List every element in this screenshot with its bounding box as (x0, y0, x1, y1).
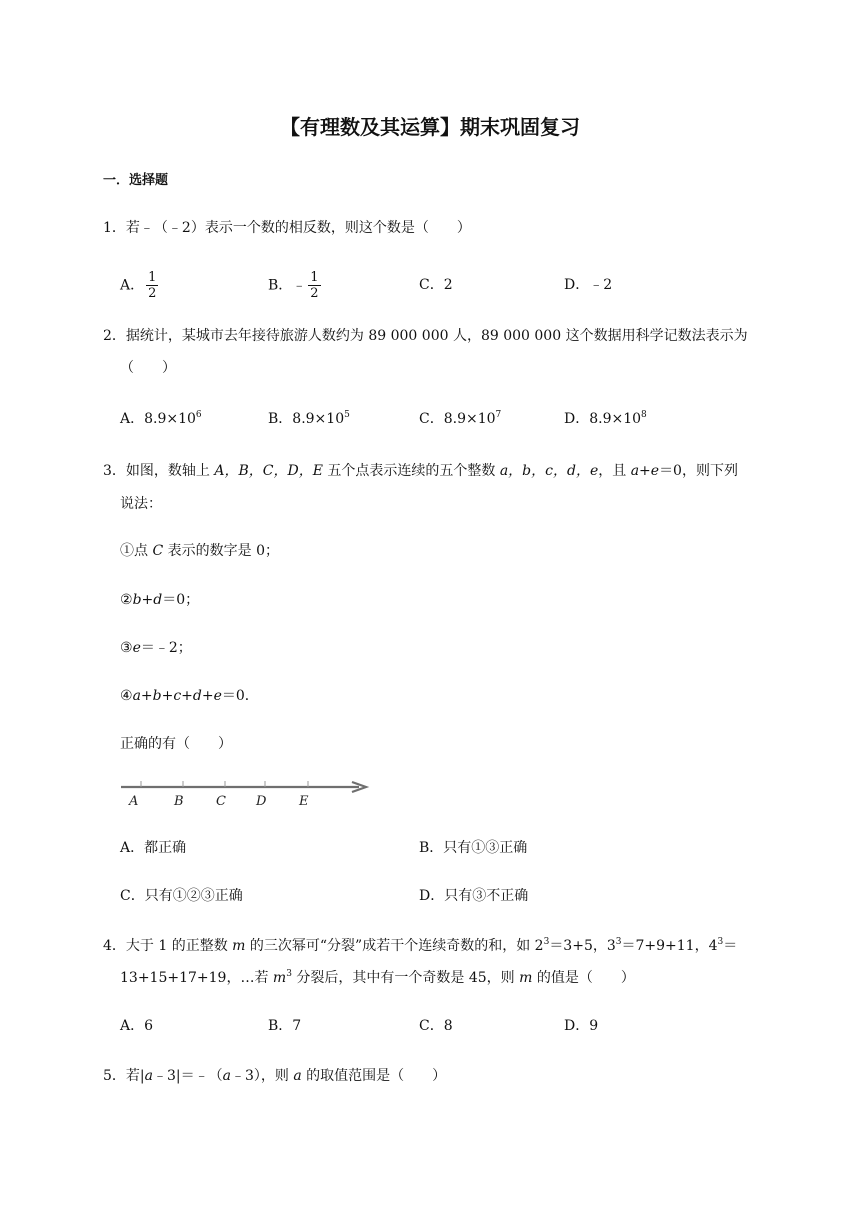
q4-stem-line1: 4．大于 1 的正整数 m 的三次幂可“分裂”成若干个连续奇数的和，如 $2^3=3+5$，$3^3=7+9+11$，$4^3=$ (103, 937, 738, 954)
label-b: B (174, 794, 184, 809)
q3-option-c[interactable]: C．只有①②③正确 (120, 888, 243, 904)
q1-option-b-fraction: $\frac{1}{2}$ (310, 270, 319, 301)
q1-option-a-label: A． (120, 277, 145, 294)
q1-stem: 1．若﹣（﹣2）表示一个数的相反数，则这个数是（ ） (103, 220, 471, 236)
q4-option-a[interactable]: A．6 (120, 1018, 154, 1034)
document-title: 【有理数及其运算】期末巩固复习 (280, 115, 580, 139)
q4-option-c[interactable]: C．8 (419, 1018, 453, 1034)
section-heading-multiple-choice: 一．选择题 (103, 173, 169, 188)
q3-stem-line1: 3．如图，数轴上 A，B，C，D，E 五个点表示连续的五个整数 a，b，c，d，e，且 a+e＝0，则下列 (103, 463, 738, 479)
q2-option-a[interactable]: A．$8.9\times 10^6$ (120, 410, 202, 427)
q1-option-a[interactable] (120, 270, 158, 301)
q1-option-b-label: B．﹣ (268, 277, 307, 294)
q3-stem-line2: 说法： (120, 496, 162, 512)
q1-option-a-fraction: $\frac{1}{2}$ (148, 270, 157, 301)
q2-stem-line2: （ ） (120, 360, 176, 376)
q4-option-b[interactable]: B．7 (268, 1018, 302, 1034)
q1-option-d[interactable]: D．﹣2 (564, 277, 613, 293)
q2-option-c[interactable]: C．$8.9\times 10^7$ (419, 410, 502, 427)
q5-stem: 5．若|a﹣3|＝﹣（a﹣3），则 a 的取值范围是（ ） (103, 1068, 447, 1084)
q4-option-d[interactable]: D．9 (564, 1018, 599, 1034)
label-e: E (299, 794, 309, 809)
q3-statement-1: ①点 C 表示的数字是 0； (120, 543, 279, 559)
q1-option-c[interactable]: C．2 (419, 277, 453, 293)
label-a: A (129, 794, 139, 809)
q3-option-a[interactable]: A．都正确 (120, 840, 187, 856)
q2-option-d[interactable]: D．$8.9\times 10^8$ (564, 410, 647, 427)
q3-option-d[interactable]: D．只有③不正确 (419, 888, 529, 904)
q3-prompt: 正确的有（ ） (120, 736, 232, 752)
q1-option-b[interactable] (268, 270, 321, 301)
label-c: C (216, 794, 226, 809)
q3-statement-3: ③e＝﹣2； (120, 640, 192, 656)
q3-statement-4: ④a+b+c+d+e＝0． (120, 688, 259, 704)
q2-stem-line1: 2．据统计，某城市去年接待旅游人数约为 89 000 000 人，89 000 000 这个数据用科学记数法表示为 (103, 328, 748, 344)
q3-option-b[interactable]: B．只有①③正确 (419, 840, 528, 856)
q3-number-line (115, 774, 375, 810)
q4-stem-line2: 13+15+17+19，…若 $m^3$ 分裂后，其中有一个奇数是 45，则 m 的值是（ ） (120, 969, 635, 986)
q3-statement-2: ②b+d＝0； (120, 592, 200, 608)
q2-option-b[interactable]: B．$8.9\times 10^5$ (268, 410, 350, 427)
label-d: D (256, 794, 267, 809)
